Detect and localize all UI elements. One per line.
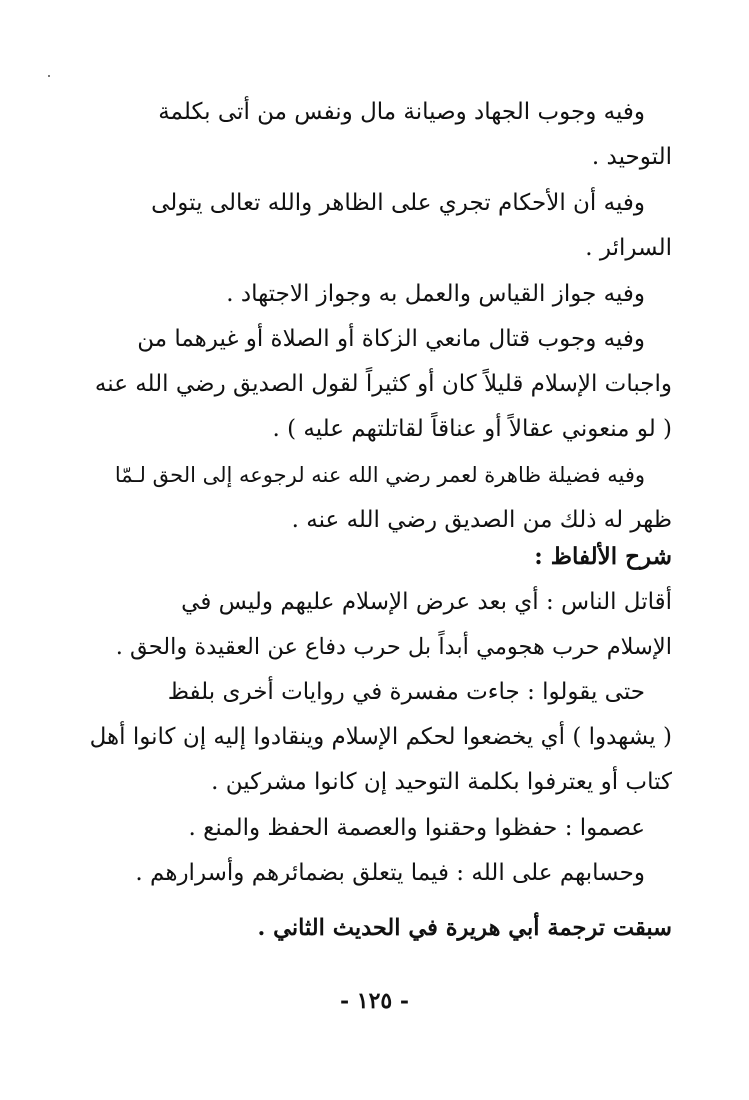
text-line: ظهر له ذلك من الصديق رضي الله عنه . bbox=[291, 507, 672, 533]
text-line: الإسلام حرب هجومي أبداً بل حرب دفاع عن العقيدة والحق . bbox=[115, 634, 672, 660]
text-line: عصموا : حفظوا وحقنوا والعصمة الحفظ والمنع . bbox=[188, 815, 645, 841]
text-line: أقاتل الناس : أي بعد عرض الإسلام عليهم وليس في bbox=[181, 589, 672, 615]
text-line: وفيه أن الأحكام تجري على الظاهر والله تعالى يتولى bbox=[151, 190, 645, 216]
text-line: وفيه فضيلة ظاهرة لعمر رضي الله عنه لرجوعه إلى الحق لـمّا bbox=[114, 463, 645, 487]
text-line: وحسابهم على الله : فيما يتعلق بضمائرهم وأسرارهم . bbox=[135, 860, 645, 886]
text-line: كتاب أو يعترفوا بكلمة التوحيد إن كانوا مشركين . bbox=[211, 769, 672, 795]
section-heading: شرح الألفاظ : bbox=[534, 543, 672, 570]
text-line: سبقت ترجمة أبي هريرة في الحديث الثاني . bbox=[257, 915, 672, 941]
text-line: حتى يقولوا : جاءت مفسرة في روايات أخرى بلفظ bbox=[167, 679, 645, 705]
text-line: السرائر . bbox=[585, 235, 672, 261]
text-line: ( لو منعوني عقالاً أو عناقاً لقاتلتهم عليه ) . bbox=[272, 416, 672, 442]
text-line: وفيه وجوب الجهاد وصيانة مال ونفس من أتى بكلمة bbox=[158, 99, 645, 125]
text-line: ( يشهدوا ) أي يخضعوا لحكم الإسلام وينقادوا إليه إن كانوا أهل bbox=[89, 724, 672, 750]
page-number: - ١٢٥ - bbox=[339, 988, 410, 1014]
text-line: وفيه جواز القياس والعمل به وجواز الاجتهاد . bbox=[226, 281, 645, 307]
text-line: التوحيد . bbox=[591, 144, 672, 170]
text-line: واجبات الإسلام قليلاً كان أو كثيراً لقول الصديق رضي الله عنه bbox=[94, 371, 672, 397]
scan-speck bbox=[48, 75, 50, 77]
text-line: وفيه وجوب قتال مانعي الزكاة أو الصلاة أو غيرهما من bbox=[137, 326, 645, 352]
